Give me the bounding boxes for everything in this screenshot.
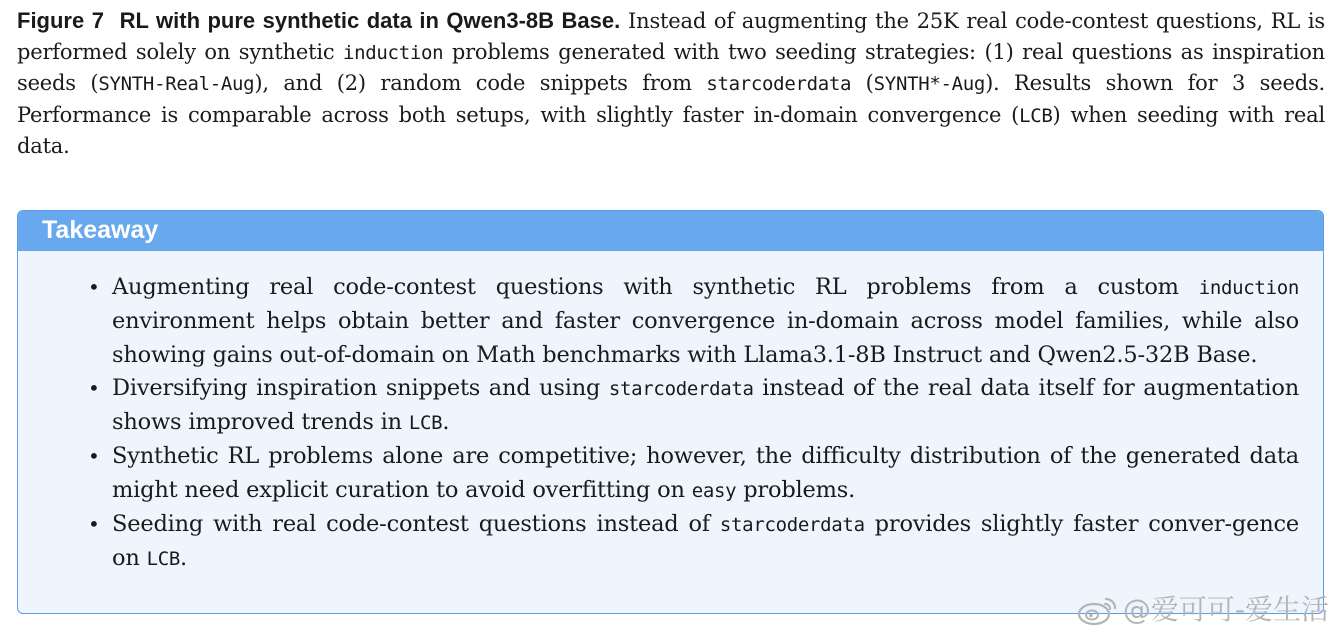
takeaway-item xyxy=(88,271,1299,372)
caption-code-term: SYNTH*-Aug xyxy=(873,73,986,95)
takeaway-code-term: LCB xyxy=(408,412,443,435)
takeaway-code-term: induction xyxy=(1198,277,1299,299)
figure-caption xyxy=(17,6,1325,162)
takeaway-code-term: LCB xyxy=(146,548,181,571)
takeaway-code-term: starcoderdata xyxy=(719,514,865,537)
caption-text-segment: ), and (2) random code snippets from xyxy=(254,71,707,95)
takeaway-code-term: easy xyxy=(691,479,737,502)
caption-code-term: induction xyxy=(343,41,444,64)
takeaway-list xyxy=(18,251,1323,577)
caption-text-segment: problems generated with two seeding strategies: (1) real questions as inspiration seeds ( xyxy=(17,39,1325,95)
takeaway-text-segment: environment helps obtain better and faster convergence in-domain across model families, while also showing gains out-of-domain on Math benchmarks with Llama3.1-8B Instruct and Qwen2.5-32B Base. xyxy=(112,308,1299,368)
takeaway-text-segment: Seeding with real code-contest questions instead of xyxy=(112,511,720,538)
takeaway-item xyxy=(88,508,1299,577)
bullet-icon: • xyxy=(88,275,100,299)
takeaway-code-term: starcoderdata xyxy=(608,377,754,400)
takeaway-text-segment: . xyxy=(442,409,450,436)
takeaway-text-segment: Augmenting real code-contest questions with synthetic RL problems from a custom xyxy=(112,274,1199,300)
takeaway-item xyxy=(88,440,1299,508)
caption-code-term: LCB xyxy=(1019,104,1053,127)
takeaway-box xyxy=(17,210,1324,614)
bullet-icon: • xyxy=(88,444,100,469)
bullet-icon: • xyxy=(88,512,100,537)
takeaway-text-segment: Diversifying inspiration snippets and using xyxy=(112,374,609,401)
takeaway-text-segment: . xyxy=(180,545,187,572)
bullet-icon: • xyxy=(88,375,100,400)
watermark-text: @爱可可-爱生活 xyxy=(1122,593,1329,626)
watermark xyxy=(1077,592,1329,628)
weibo-logo-icon xyxy=(1077,593,1119,627)
caption-text-segment: ). Results shown for 3 seeds. Performance is comparable across both setups, with slightly faster in-domain convergence ( xyxy=(17,71,1325,127)
takeaway-text-segment: instead of the real data itself for augmentation shows improved trends in xyxy=(112,374,1299,436)
takeaway-text-segment: provides slightly faster conver-gence on xyxy=(112,511,1299,572)
figure-label: Figure 7 xyxy=(17,8,104,33)
takeaway-title: Takeaway xyxy=(18,211,1323,251)
caption-code-term: SYNTH-Real-Aug xyxy=(98,73,255,95)
takeaway-text-segment: Synthetic RL problems alone are competitive; however, the difficulty distribution of the generated data might need explicit curation to avoid overfitting on xyxy=(112,443,1299,503)
caption-code-term: starcoderdata xyxy=(706,73,852,95)
caption-text-segment: Instead of augmenting the 25K real code-contest questions, RL is performed solely on synthetic xyxy=(17,9,1325,64)
caption-text-segment: ) when seeding with real data. xyxy=(17,102,1325,158)
takeaway-item xyxy=(88,372,1299,441)
takeaway-text-segment: problems. xyxy=(736,476,856,503)
caption-text-segment: ( xyxy=(851,71,874,95)
figure-title: RL with pure synthetic data in Qwen3-8B Base. xyxy=(119,8,621,33)
